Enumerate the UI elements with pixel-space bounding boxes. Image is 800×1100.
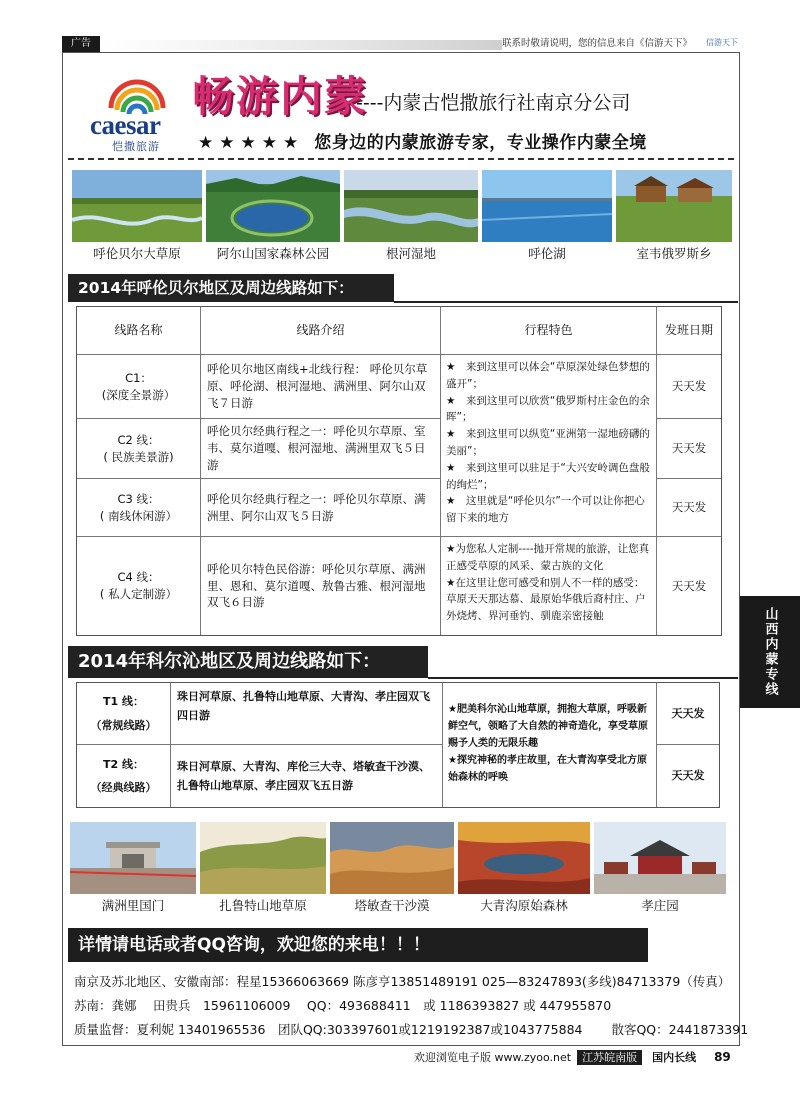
feature-item: ★ 来到这里可以驻足于“大兴安岭调色盘般的绚烂”； — [446, 461, 650, 491]
top-bar — [62, 36, 738, 52]
route-type: (深度全景游） — [101, 387, 176, 402]
photo-hulun-lake — [482, 170, 612, 242]
rating-stars: ★★★★★ — [198, 133, 305, 153]
topbar-divider — [102, 40, 502, 50]
photo-xiaozhuang-park — [594, 822, 726, 894]
route-c2-intro: 呼伦贝尔经典行程之一：呼伦贝尔草原、室韦、莫尔道嘎、根河湿地、满洲里双飞５日游 — [201, 419, 441, 479]
caption-manzhouli: 满洲里国门 — [101, 898, 165, 913]
photo-zalute-grassland — [200, 822, 326, 894]
route-c2-name — [77, 419, 201, 479]
photo-genhe-wetland — [344, 170, 478, 242]
features-c4 — [441, 537, 657, 635]
contact-line-nanjing: 南京及苏北地区、安徽南部：程星15366063669 陈彦亨13851489191 025—83247893(多线)84713379（传真） — [74, 974, 731, 989]
route-c1-intro: 呼伦贝尔地区南线+北线行程： 呼伦贝尔草原、呼伦湖、根河湿地、满洲里、阿尔山双飞７日游 — [201, 355, 441, 419]
route-code: T1 线： — [103, 695, 144, 709]
hulunbuir-routes-table — [76, 306, 722, 636]
route-c2-date: 天天发 — [657, 419, 721, 479]
features-t1-t2 — [443, 683, 657, 807]
section-divider — [394, 301, 738, 303]
source-note: 联系时敬请说明，您的信息来自《信游天下》 — [502, 38, 693, 49]
feature-item: ★ 这里就是“呼伦贝尔”一个可以让你把心留下来的地方 — [446, 495, 645, 525]
route-type: （常规线路） — [90, 718, 157, 732]
photo-hulunbuir-grassland — [72, 170, 202, 242]
feature-item: ★ 来到这里可以纵览“亚洲第一湿地磅礴的美丽”； — [446, 428, 650, 457]
route-c1-date: 天天发 — [657, 355, 721, 419]
caption-hulunbuir: 呼伦贝尔大草原 — [93, 246, 181, 261]
feature-item: ★ 来到这里可以体会“草原深处绿色梦想的盛开”； — [446, 361, 650, 390]
header-route-features: 行程特色 — [441, 307, 657, 355]
section-horqin-heading: 2014年科尔沁地区及周边线路如下： — [68, 646, 428, 678]
route-c4-intro: 呼伦贝尔特色民俗游：呼伦贝尔草原、满洲里、恩和、莫尔道嘎、敖鲁古雅、根河湿地双飞６日游 — [201, 537, 441, 635]
header-route-intro: 线路介绍 — [201, 307, 441, 355]
caption-shiwei: 室韦俄罗斯乡 — [636, 246, 712, 261]
footer-edition: 江苏皖南版 — [577, 1050, 642, 1065]
brand-title: 畅游内蒙 — [192, 72, 369, 121]
route-t2-name — [77, 745, 171, 807]
header-divider — [68, 158, 734, 160]
section-hulunbuir-heading: 2014年呼伦贝尔地区及周边线路如下： — [68, 274, 394, 302]
caption-hulun-lake: 呼伦湖 — [528, 246, 566, 261]
caption-zalute: 扎鲁特山地草原 — [219, 898, 307, 913]
footer-website: 欢迎浏览电子版 www.zyoo.net — [414, 1051, 572, 1064]
header-route-name: 线路名称 — [77, 307, 201, 355]
route-c4-name — [77, 537, 201, 635]
slogan-text: 您身边的内蒙旅游专家，专业操作内蒙全境 — [314, 133, 647, 153]
route-c3-date: 天天发 — [657, 479, 721, 537]
route-c4-date: 天天发 — [671, 578, 707, 593]
route-t1-name — [77, 683, 171, 745]
contact-line-quality: 质量监督：夏利妮 13401965536 团队QQ:303397601或1219192387或1043775884 散客QQ：2441873391 — [74, 1022, 749, 1037]
header-departure-date: 发班日期 — [657, 307, 721, 355]
photo-tamin-desert — [330, 822, 454, 894]
route-type: ( 民族美景游) — [103, 449, 174, 464]
features-c1-c3 — [441, 355, 657, 537]
route-type: ( 南线休闲游） — [99, 508, 178, 523]
route-code: C1： — [125, 370, 152, 385]
route-c1-name — [77, 355, 201, 419]
route-t1-date: 天天发 — [657, 683, 719, 745]
route-code: C3 线： — [117, 491, 160, 506]
caption-daqinggou: 大青沟原始森林 — [480, 898, 568, 913]
feature-item: ★ 来到这里可以欣赏“俄罗斯村庄金色的余晖”； — [446, 394, 650, 424]
caption-xiaozhuang: 孝庄园 — [641, 898, 679, 913]
slogan — [198, 128, 647, 153]
route-type: （经典线路） — [90, 781, 157, 794]
caption-tamin: 塔敏查干沙漠 — [354, 898, 430, 913]
route-type: ( 私人定制游） — [99, 587, 178, 601]
feature-item: ★在这里让您可感受和别人不一样的感受：草原天天那达慕、最原始华俄后裔村庄、户外烧烤、界河垂钓、驯鹿亲密接触 — [446, 576, 646, 623]
contact-line-sunan: 苏南：龚娜 田贵兵 15961106009 QQ：493688411 或 1186393827 或 447955870 — [74, 998, 612, 1013]
route-t1-intro: 珠日河草原、扎鲁特山地草原、大青沟、孝庄园双飞四日游 — [171, 683, 443, 745]
route-t2-intro: 珠日河草原、大青沟、库伦三大寺、塔敏查干沙漠、扎鲁特山地草原、孝庄园双飞五日游 — [171, 745, 443, 807]
route-code: C2 线： — [117, 432, 160, 447]
horqin-routes-table — [76, 682, 720, 808]
logo-chinese-name: 恺撒旅游 — [112, 140, 160, 153]
publisher-logo: 信游天下 — [706, 38, 738, 47]
logo-wordmark: caesar — [90, 110, 161, 140]
side-tab-label: 山西内蒙专线 — [762, 607, 778, 697]
route-c3-name — [77, 479, 201, 537]
feature-item: ★探究神秘的孝庄故里，在大青沟享受北方原始森林的呼唤 — [448, 755, 647, 783]
page-footer — [414, 1048, 731, 1066]
footer-category: 国内长线 — [652, 1051, 697, 1064]
feature-item: ★肥美科尔沁山地草原，拥抱大草原，呼吸新鲜空气，领略了大自然的神奇造化，享受草原赐予人类的无限乐趣 — [448, 704, 648, 749]
side-category-tab — [740, 596, 800, 708]
page-number: 89 — [714, 1050, 731, 1064]
company-subtitle: ----内蒙古恺撒旅行社南京分公司 — [356, 92, 631, 114]
route-t2-date: 天天发 — [671, 769, 705, 783]
route-c3-intro: 呼伦贝尔经典行程之一：呼伦贝尔草原、满洲里、阿尔山双飞５日游 — [201, 479, 441, 537]
photo-arxan-forest — [206, 170, 340, 242]
section-divider — [428, 677, 738, 679]
photo-shiwei-village — [616, 170, 732, 242]
caption-arxan: 阿尔山国家森林公园 — [216, 246, 330, 261]
ad-tag: 广告 — [62, 36, 100, 52]
route-code: C4 线： — [117, 570, 160, 585]
route-code: T2 线： — [103, 757, 144, 771]
caption-genhe: 根河湿地 — [385, 246, 436, 261]
contact-banner: 详情请电话或者QQ咨询，欢迎您的来电！！！ — [68, 928, 648, 962]
photo-manzhouli-gate — [70, 822, 196, 894]
feature-item: ★为您私人定制----抛开常规的旅游，让您真正感受草原的风采、蒙古族的文化 — [446, 543, 650, 572]
photo-daqinggou-forest — [458, 822, 590, 894]
